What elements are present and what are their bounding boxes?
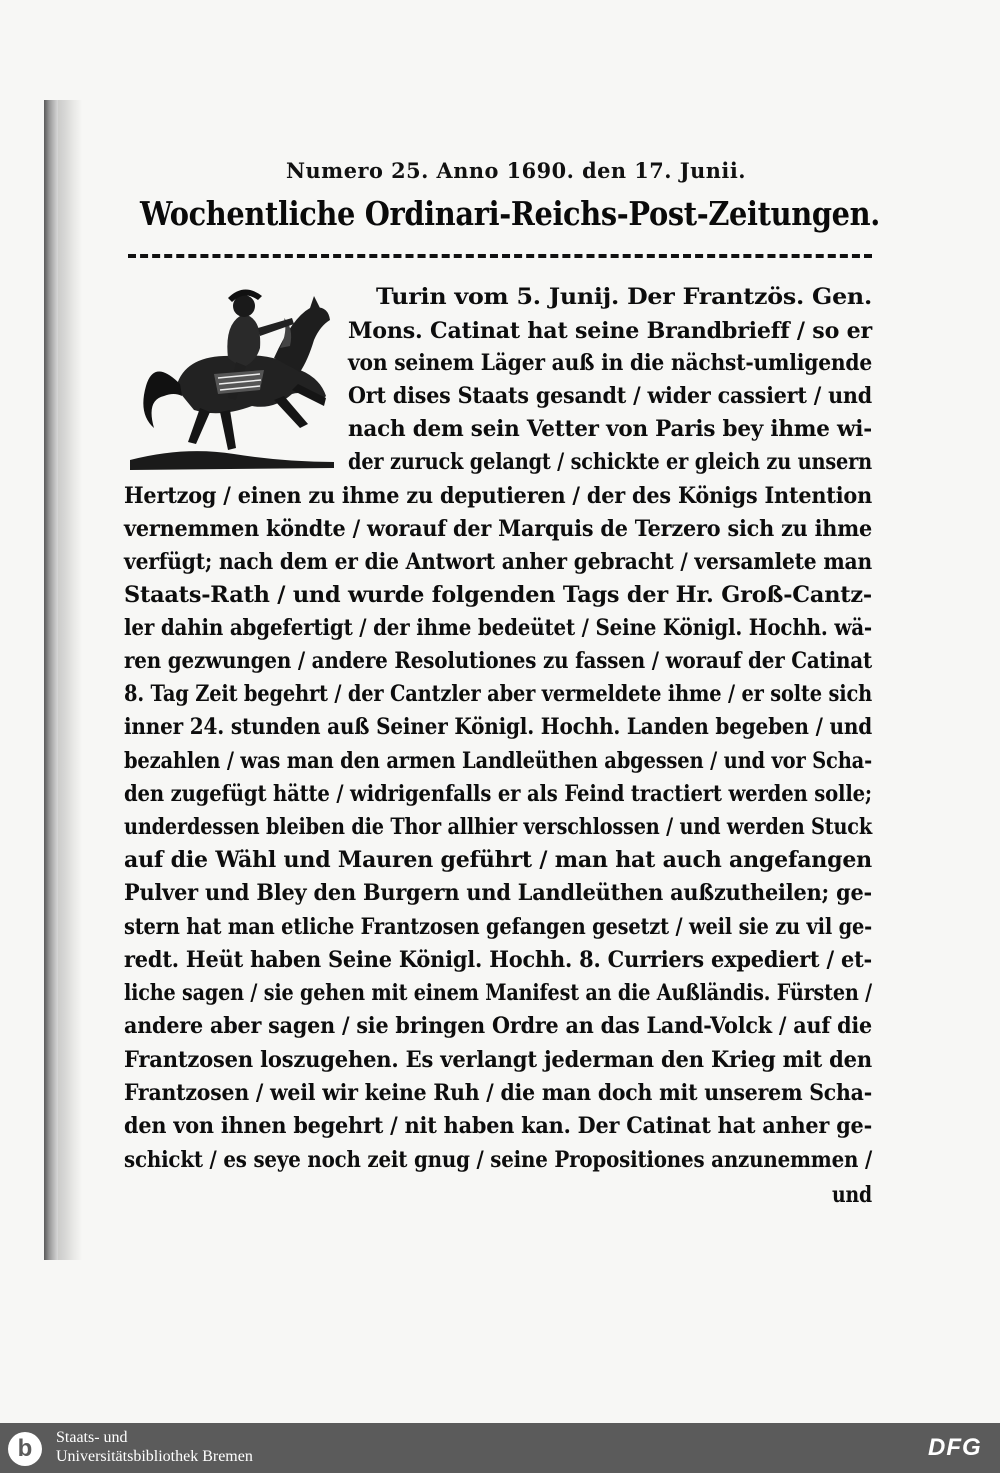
catchword: und [832, 1182, 872, 1208]
article-line: Turin vom 5. Junij. Der Frantzös. Gen. [376, 284, 872, 310]
article-line: von seinem Läger auß in die nächst-umligende [348, 350, 872, 376]
article-line: Hertzog / einen zu ihme zu deputieren / der des Königs Intention [124, 483, 872, 509]
binding-edge [44, 100, 58, 1260]
library-name-line: Universitätsbibliothek Bremen [56, 1448, 253, 1465]
article-line: Pulver und Bley den Burgern und Landleüthen außzutheilen; ge- [124, 880, 872, 906]
masthead-rule [128, 254, 872, 258]
article-line: auf die Wähl und Mauren geführt / man hat auch angefangen [124, 847, 872, 873]
sub-bremen-logo-icon[interactable]: b [8, 1432, 42, 1466]
article-line: schickt / es seye noch zeit gnug / seine Propositiones anzunemmen / [124, 1147, 872, 1173]
article-line: stern hat man etliche Frantzosen gefangen gesetzt / weil sie zu vil ge- [124, 914, 872, 940]
article-line: liche sagen / sie gehen mit einem Manifest an die Außländis. Fürsten / [124, 980, 872, 1006]
article-line: Staats-Rath / und wurde folgenden Tags der Hr. Groß-Cantz- [124, 582, 872, 608]
article-line: den zugefügt hätte / widrigenfalls er als Feind tractiert werden solle; [124, 781, 872, 807]
article-line: ren gezwungen / andere Resolutiones zu fassen / worauf der Catinat [124, 648, 872, 674]
article-line: Mons. Catinat hat seine Brandbrieff / so er [348, 318, 872, 344]
library-name-line: Staats- und [56, 1429, 128, 1446]
article-line: den von ihnen begehrt / nit haben kan. Der Catinat hat anher ge- [124, 1113, 872, 1139]
article-line: Frantzosen / weil wir keine Ruh / die man doch mit unserem Scha- [124, 1080, 872, 1106]
article-line: inner 24. stunden auß Seiner Königl. Hochh. Landen begeben / und [124, 714, 872, 740]
horse-rider-woodcut-icon [124, 278, 338, 478]
binding-shadow [58, 100, 82, 1260]
article-line: vernemmen köndte / worauf der Marquis de Terzero sich zu ihme [124, 516, 872, 542]
article-line: bezahlen / was man den armen Landleüthen abgessen / und vor Scha- [124, 748, 872, 774]
issue-dateline: Numero 25. Anno 1690. den 17. Junii. [286, 158, 746, 183]
article-line: underdessen bleiben die Thor allhier verschlossen / und werden Stuck [124, 814, 872, 840]
dfg-logo-icon[interactable]: DFG [928, 1434, 982, 1461]
article-line: andere aber sagen / sie bringen Ordre an das Land-Volck / auf die [124, 1013, 872, 1039]
article-line: Frantzosen loszugehen. Es verlangt jederman den Krieg mit den [124, 1047, 872, 1073]
article-line: redt. Heüt haben Seine Königl. Hochh. 8. Curriers expediert / et- [124, 947, 872, 973]
article-line: Ort dises Staats gesandt / wider cassiert / und [348, 383, 872, 409]
article-line: 8. Tag Zeit begehrt / der Cantzler aber vermeldete ihme / er solte sich [124, 681, 872, 707]
article-line: ler dahin abgefertigt / der ihme bedeütet / Seine Königl. Hochh. wä- [124, 615, 872, 641]
library-name [56, 1428, 356, 1466]
newspaper-masthead: Wochentliche Ordinari-Reichs-Post-Zeitungen. [140, 194, 880, 233]
article-line: der zuruck gelangt / schickte er gleich zu unsern [348, 449, 872, 475]
article-line: verfügt; nach dem er die Antwort anher gebracht / versamlete man [124, 549, 872, 575]
article-line: nach dem sein Vetter von Paris bey ihme wi- [348, 416, 872, 442]
